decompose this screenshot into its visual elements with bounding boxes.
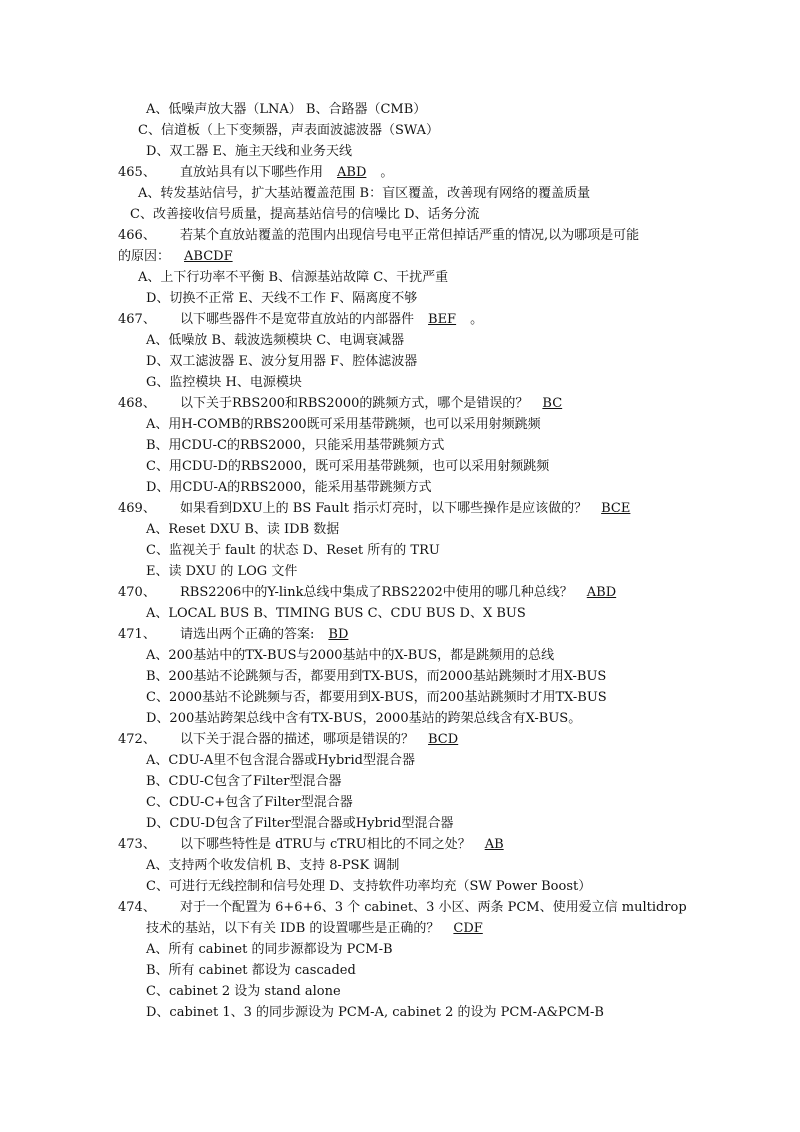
option-line: C、cabinet 2 设为 stand alone [146, 984, 341, 999]
option-line: A、上下行功率不平衡 B、信源基站故障 C、干扰严重 [138, 270, 449, 285]
question-474-cont [146, 920, 497, 938]
question-466-cont [118, 248, 247, 266]
option-line: C、改善接收信号质量，提高基站信号的信噪比 D、话务分流 [130, 207, 480, 222]
option-line: B、200基站不论跳频与否，都要用到TX-BUS，而2000基站跳频时才用X-BUS [146, 669, 607, 684]
option-line: C、信道板（上下变频器，声表面波滤波器（SWA） [138, 123, 439, 138]
question-stem: 以下哪些器件不是宽带直放站的内部器件 [180, 312, 415, 327]
question-stem: 若某个直放站覆盖的范围内出现信号电平正常但掉话严重的情况,以为哪项是可能 [180, 228, 640, 243]
question-number: 468、 [118, 396, 156, 411]
question-number: 465、 [118, 165, 156, 180]
question-stem: 以下哪些特性是 dTRU与 cTRU相比的不同之处？ [180, 837, 471, 852]
question-stem-cont: 的原因： [118, 249, 171, 264]
option-line: C、用CDU-D的RBS2000，既可采用基带跳频，也可以采用射频跳频 [146, 459, 550, 474]
option-line: D、双工滤波器 E、波分复用器 F、腔体滤波器 [146, 354, 418, 369]
option-line: A、LOCAL BUS B、TIMING BUS C、CDU BUS D、X BUS [146, 606, 526, 621]
question-number: 470、 [118, 585, 156, 600]
question-470 [118, 584, 630, 602]
option-line: D、cabinet 1、3 的同步源设为 PCM-A, cabinet 2 的设为 PCM-A&PCM-B [146, 1005, 604, 1020]
option-line: A、低噪放 B、载波选频模块 C、电调衰减器 [146, 333, 405, 348]
question-471 [118, 626, 362, 644]
option-line: A、低噪声放大器（LNA） B、合路器（CMB） [146, 102, 427, 117]
option-line: C、可进行无线控制和信号处理 D、支持软件功率均充（SW Power Boost） [146, 879, 592, 894]
question-stem: RBS2206中的Y-link总线中集成了RBS2202中使用的哪几种总线？ [180, 585, 573, 600]
question-466 [118, 227, 639, 245]
option-line: A、支持两个收发信机 B、支持 8-PSK 调制 [146, 858, 400, 873]
answer-blank: ABD [337, 165, 367, 180]
option-line: D、200基站跨架总线中含有TX-BUS，2000基站的跨架总线含有X-BUS。 [146, 711, 582, 726]
answer-blank: BCD [428, 732, 459, 747]
question-472 [118, 731, 472, 749]
option-line: D、用CDU-A的RBS2000，能采用基带跳频方式 [146, 480, 432, 495]
question-468 [118, 395, 576, 413]
question-469 [118, 500, 644, 518]
option-line: C、CDU-C+包含了Filter型混合器 [146, 795, 353, 810]
answer-blank: BC [542, 396, 563, 411]
answer-blank: ABD [586, 585, 617, 600]
question-473 [118, 836, 518, 854]
answer-blank: BD [328, 627, 349, 642]
question-number: 469、 [118, 501, 156, 516]
option-line: A、所有 cabinet 的同步源都设为 PCM-B [146, 942, 393, 957]
option-line: C、2000基站不论跳频与否，都要用到X-BUS，而200基站跳频时才用TX-BUS [146, 690, 607, 705]
question-tail: 。 [470, 312, 484, 327]
question-stem: 直放站具有以下哪些作用 [180, 165, 324, 180]
option-line: A、Reset DXU B、读 IDB 数据 [146, 522, 340, 537]
option-line: B、所有 cabinet 都设为 cascaded [146, 963, 356, 978]
question-stem: 如果看到DXU上的 BS Fault 指示灯亮时，以下哪些操作是应该做的？ [180, 501, 588, 516]
option-line: G、监控模块 H、电源模块 [146, 375, 302, 390]
option-line: D、CDU-D包含了Filter型混合器或Hybrid型混合器 [146, 816, 454, 831]
question-stem-cont: 技术的基站，以下有关 IDB 的设置哪些是正确的？ [146, 921, 440, 936]
option-line: A、转发基站信号，扩大基站覆盖范围 B：盲区覆盖，改善现有网络的覆盖质量 [138, 186, 591, 201]
option-line: A、用H-COMB的RBS200既可采用基带跳频，也可以采用射频跳频 [146, 417, 541, 432]
question-number: 467、 [118, 312, 156, 327]
question-number: 474、 [118, 900, 156, 915]
option-line: C、监视关于 fault 的状态 D、Reset 所有的 TRU [146, 543, 440, 558]
question-stem: 请选出两个正确的答案: [180, 627, 315, 642]
option-line: E、读 DXU 的 LOG 文件 [146, 564, 298, 579]
option-line: B、CDU-C包含了Filter型混合器 [146, 774, 342, 789]
answer-blank: ABCDF [184, 249, 233, 264]
option-line: A、200基站中的TX-BUS与2000基站中的X-BUS，都是跳频用的总线 [146, 648, 555, 663]
option-line: B、用CDU-C的RBS2000，只能采用基带跳频方式 [146, 438, 445, 453]
answer-blank: BCE [601, 501, 631, 516]
question-stem: 以下关于混合器的描述，哪项是错误的？ [180, 732, 415, 747]
option-line: D、切换不正常 E、天线不工作 F、隔离度不够 [146, 291, 418, 306]
answer-blank: BEF [428, 312, 457, 327]
question-number: 466、 [118, 228, 156, 243]
option-line: A、CDU-A里不包含混合器或Hybrid型混合器 [146, 753, 415, 768]
question-number: 471、 [118, 627, 156, 642]
option-line: D、双工器 E、施主天线和业务天线 [146, 144, 353, 159]
answer-blank: AB [484, 837, 504, 852]
question-number: 472、 [118, 732, 156, 747]
question-stem: 以下关于RBS200和RBS2000的跳频方式，哪个是错误的？ [180, 396, 529, 411]
question-467 [118, 311, 483, 329]
question-474 [118, 899, 687, 917]
question-stem: 对于一个配置为 6+6+6、3 个 cabinet、3 小区、两条 PCM、使用爱立信 multidrop [180, 900, 687, 915]
question-number: 473、 [118, 837, 156, 852]
answer-blank: CDF [453, 921, 483, 936]
question-tail: 。 [380, 165, 394, 180]
question-465 [118, 164, 393, 182]
